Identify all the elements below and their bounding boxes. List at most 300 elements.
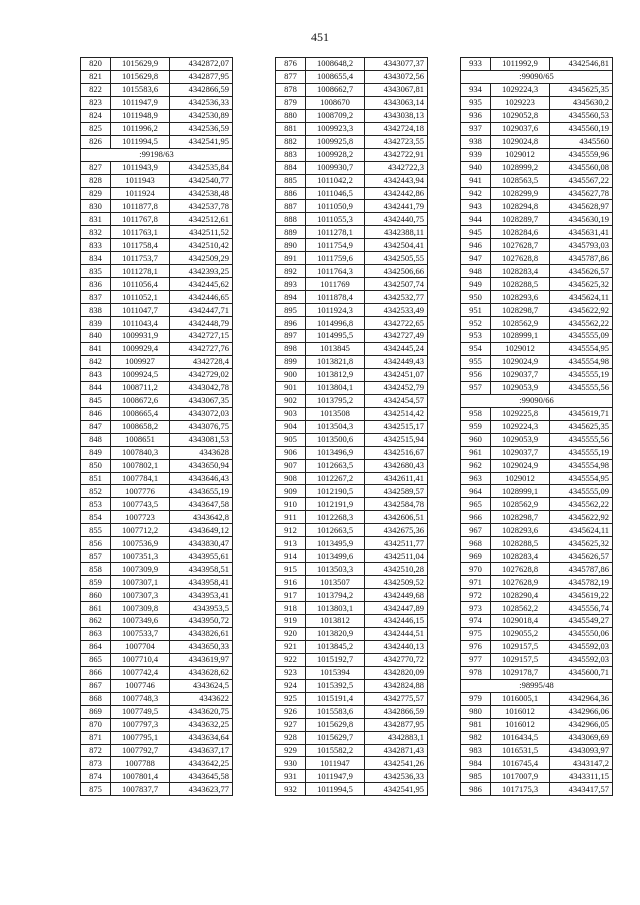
x-coordinate-cell: 1013504,3 [306, 420, 365, 433]
x-coordinate-cell: 1015191,4 [306, 692, 365, 705]
table-row [461, 537, 613, 550]
x-coordinate-cell: 1015629,8 [111, 70, 170, 83]
y-coordinate-cell: 4342964,36 [550, 692, 613, 705]
x-coordinate-cell: 1011046,5 [306, 187, 365, 200]
table-row [276, 304, 428, 317]
point-number-cell: 821 [81, 70, 111, 83]
point-number-cell: 941 [461, 174, 491, 187]
x-coordinate-cell: 1008711,2 [111, 381, 170, 394]
x-coordinate-cell: 1011047,7 [111, 304, 170, 317]
y-coordinate-cell: 4343955,61 [170, 550, 233, 563]
table-row [276, 731, 428, 744]
y-coordinate-cell: 4345556,74 [550, 602, 613, 615]
point-number-cell: 927 [276, 718, 306, 731]
y-coordinate-cell: 4342728,4 [170, 355, 233, 368]
x-coordinate-cell: 1013845 [306, 342, 365, 355]
point-number-cell: 922 [276, 653, 306, 666]
y-coordinate-cell: 4342444,51 [365, 627, 428, 640]
point-number-cell: 978 [461, 666, 491, 679]
x-coordinate-cell: 1028293,6 [491, 524, 550, 537]
x-coordinate-cell: 1013812,9 [306, 368, 365, 381]
y-coordinate-cell: 4342509,52 [365, 576, 428, 589]
table-row [461, 122, 613, 135]
y-coordinate-cell: 4345600,71 [550, 666, 613, 679]
y-coordinate-cell: 4345624,11 [550, 291, 613, 304]
point-number-cell: 981 [461, 718, 491, 731]
table-row [81, 472, 233, 485]
table-row [461, 563, 613, 576]
x-coordinate-cell: 1011943,9 [111, 161, 170, 174]
y-coordinate-cell: 4343417,57 [550, 783, 613, 796]
x-coordinate-cell: 1029053,9 [491, 433, 550, 446]
x-coordinate-cell: 1007797,3 [111, 718, 170, 731]
y-coordinate-cell: 4343067,81 [365, 83, 428, 96]
table-row [461, 96, 613, 109]
point-number-cell: 968 [461, 537, 491, 550]
point-number-cell: 898 [276, 342, 306, 355]
x-coordinate-cell: 1011994,5 [306, 783, 365, 796]
y-coordinate-cell: 4343958,51 [170, 563, 233, 576]
x-coordinate-cell: 1029225,8 [491, 407, 550, 420]
table-row [461, 200, 613, 213]
x-coordinate-cell: 1029024,9 [491, 459, 550, 472]
point-number-cell: 970 [461, 563, 491, 576]
table-row [81, 200, 233, 213]
table-row [461, 317, 613, 330]
point-number-cell: 823 [81, 96, 111, 109]
table-row [81, 524, 233, 537]
y-coordinate-cell: 4342606,51 [365, 511, 428, 524]
y-coordinate-cell: 4342877,95 [365, 718, 428, 731]
x-coordinate-cell: 1007792,7 [111, 744, 170, 757]
table-row [461, 472, 613, 485]
point-number-cell: 843 [81, 368, 111, 381]
y-coordinate-cell: 4342451,07 [365, 368, 428, 381]
x-coordinate-cell: 1011992,9 [491, 58, 550, 71]
y-coordinate-cell: 4342511,52 [170, 226, 233, 239]
x-coordinate-cell: 1029052,8 [491, 109, 550, 122]
y-coordinate-cell: 4342611,41 [365, 472, 428, 485]
y-coordinate-cell: 4345562,22 [550, 498, 613, 511]
x-coordinate-cell: 1008662,7 [306, 83, 365, 96]
table-row [276, 576, 428, 589]
table-row [461, 239, 613, 252]
y-coordinate-cell: 4343958,41 [170, 576, 233, 589]
x-coordinate-cell: 1028288,5 [491, 537, 550, 550]
x-coordinate-cell: 1011278,1 [111, 265, 170, 278]
y-coordinate-cell: 4342866,59 [170, 83, 233, 96]
point-number-cell: 825 [81, 122, 111, 135]
table-row [276, 602, 428, 615]
y-coordinate-cell: 4343063,14 [365, 96, 428, 109]
x-coordinate-cell: 1012191,9 [306, 498, 365, 511]
x-coordinate-cell: 1011764,3 [306, 265, 365, 278]
table-row [276, 148, 428, 161]
y-coordinate-cell: 4342446,65 [170, 291, 233, 304]
y-coordinate-cell: 4342511,77 [365, 537, 428, 550]
table-row [461, 265, 613, 278]
table-row [81, 252, 233, 265]
point-number-cell: 928 [276, 731, 306, 744]
table-row [461, 342, 613, 355]
y-coordinate-cell: 4342536,59 [170, 122, 233, 135]
table-row [81, 679, 233, 692]
table-row [461, 718, 613, 731]
x-coordinate-cell: 1014996,8 [306, 317, 365, 330]
table-row [276, 770, 428, 783]
table-row [276, 563, 428, 576]
x-coordinate-cell: 1029012 [491, 342, 550, 355]
x-coordinate-cell: 1016434,5 [491, 731, 550, 744]
point-number-cell: 895 [276, 304, 306, 317]
x-coordinate-cell: 1028298,7 [491, 511, 550, 524]
point-number-cell: 943 [461, 200, 491, 213]
y-coordinate-cell: 4343628 [170, 446, 233, 459]
x-coordinate-cell: 1013508 [306, 407, 365, 420]
x-coordinate-cell: 1014995,5 [306, 330, 365, 343]
x-coordinate-cell: 1012268,3 [306, 511, 365, 524]
y-coordinate-cell: 4342541,26 [365, 757, 428, 770]
point-number-cell: 933 [461, 58, 491, 71]
point-number-cell: 905 [276, 433, 306, 446]
table-row [81, 446, 233, 459]
table-row [276, 187, 428, 200]
y-coordinate-cell: 4345562,22 [550, 317, 613, 330]
x-coordinate-cell: 1015394 [306, 666, 365, 679]
point-number-cell: 921 [276, 640, 306, 653]
point-number-cell: 975 [461, 627, 491, 640]
y-coordinate-cell: 4345625,32 [550, 537, 613, 550]
table-row [81, 135, 233, 148]
point-number-cell: 901 [276, 381, 306, 394]
table-row [81, 278, 233, 291]
x-coordinate-cell: 1011042,2 [306, 174, 365, 187]
x-coordinate-cell: 1027628,8 [491, 252, 550, 265]
y-coordinate-cell: 4345550,06 [550, 627, 613, 640]
y-coordinate-cell: 4345627,78 [550, 187, 613, 200]
x-coordinate-cell: 1016005,1 [491, 692, 550, 705]
table-row [276, 537, 428, 550]
point-number-cell: 937 [461, 122, 491, 135]
point-number-cell: 960 [461, 433, 491, 446]
point-number-cell: 948 [461, 265, 491, 278]
y-coordinate-cell: 4342966,05 [550, 718, 613, 731]
point-number-cell: 862 [81, 614, 111, 627]
x-coordinate-cell: 1015583,6 [306, 705, 365, 718]
table-row [461, 576, 613, 589]
x-coordinate-cell: 1009931,9 [111, 330, 170, 343]
y-coordinate-cell: 4342727,76 [170, 342, 233, 355]
x-coordinate-cell: 1013794,2 [306, 589, 365, 602]
x-coordinate-cell: 1011759,6 [306, 252, 365, 265]
point-number-cell: 912 [276, 524, 306, 537]
point-number-cell: 915 [276, 563, 306, 576]
point-number-cell: 870 [81, 718, 111, 731]
table-row [81, 304, 233, 317]
table-row [81, 381, 233, 394]
x-coordinate-cell: 1009924,5 [111, 368, 170, 381]
point-number-cell: 834 [81, 252, 111, 265]
table-row [276, 485, 428, 498]
section-label: :98995/48 [461, 679, 613, 692]
point-number-cell: 904 [276, 420, 306, 433]
x-coordinate-cell: 1029024,9 [491, 355, 550, 368]
table-row [276, 355, 428, 368]
y-coordinate-cell: 4342536,33 [365, 770, 428, 783]
y-coordinate-cell: 4343632,25 [170, 718, 233, 731]
point-number-cell: 838 [81, 304, 111, 317]
x-coordinate-cell: 1007309,9 [111, 563, 170, 576]
y-coordinate-cell: 4342877,95 [170, 70, 233, 83]
y-coordinate-cell: 4345554,98 [550, 459, 613, 472]
table-row [461, 135, 613, 148]
y-coordinate-cell: 4342541,95 [365, 783, 428, 796]
table-row [81, 537, 233, 550]
table-row [81, 83, 233, 96]
y-coordinate-cell: 4342883,1 [365, 731, 428, 744]
table-row [461, 692, 613, 705]
point-number-cell: 883 [276, 148, 306, 161]
x-coordinate-cell: 1007784,1 [111, 472, 170, 485]
table-row [276, 718, 428, 731]
table-row [81, 109, 233, 122]
table-row [81, 666, 233, 679]
x-coordinate-cell: 1029024,8 [491, 135, 550, 148]
table-row [461, 783, 613, 796]
table-row [276, 446, 428, 459]
x-coordinate-cell: 1011947 [306, 757, 365, 770]
y-coordinate-cell: 4342530,89 [170, 109, 233, 122]
table-row [81, 550, 233, 563]
x-coordinate-cell: 1015392,5 [306, 679, 365, 692]
point-number-cell: 930 [276, 757, 306, 770]
y-coordinate-cell: 4342514,42 [365, 407, 428, 420]
y-coordinate-cell: 4342541,95 [170, 135, 233, 148]
point-number-cell: 847 [81, 420, 111, 433]
point-number-cell: 949 [461, 278, 491, 291]
y-coordinate-cell: 4345626,57 [550, 550, 613, 563]
point-number-cell: 871 [81, 731, 111, 744]
table-row [276, 252, 428, 265]
point-number-cell: 897 [276, 330, 306, 343]
point-number-cell: 913 [276, 537, 306, 550]
table-row [276, 70, 428, 83]
y-coordinate-cell: 4342820,09 [365, 666, 428, 679]
point-number-cell: 982 [461, 731, 491, 744]
x-coordinate-cell: 1016012 [491, 705, 550, 718]
point-number-cell: 854 [81, 511, 111, 524]
y-coordinate-cell: 4343069,69 [550, 731, 613, 744]
y-coordinate-cell: 4343077,37 [365, 58, 428, 71]
x-coordinate-cell: 1007742,4 [111, 666, 170, 679]
x-coordinate-cell: 1016531,5 [491, 744, 550, 757]
y-coordinate-cell: 4345622,92 [550, 304, 613, 317]
point-number-cell: 931 [276, 770, 306, 783]
x-coordinate-cell: 1008709,2 [306, 109, 365, 122]
y-coordinate-cell: 4342680,43 [365, 459, 428, 472]
x-coordinate-cell: 1013499,6 [306, 550, 365, 563]
x-coordinate-cell: 1007749,5 [111, 705, 170, 718]
x-coordinate-cell: 1007746 [111, 679, 170, 692]
y-coordinate-cell: 4342584,78 [365, 498, 428, 511]
point-number-cell: 885 [276, 174, 306, 187]
table-row [276, 342, 428, 355]
y-coordinate-cell: 4342504,41 [365, 239, 428, 252]
table-row [461, 161, 613, 174]
table-row [276, 433, 428, 446]
x-coordinate-cell: 1008665,4 [111, 407, 170, 420]
y-coordinate-cell: 4342675,36 [365, 524, 428, 537]
x-coordinate-cell: 1015629,8 [306, 718, 365, 731]
x-coordinate-cell: 1029157,5 [491, 653, 550, 666]
y-coordinate-cell: 4342445,24 [365, 342, 428, 355]
table-row [81, 757, 233, 770]
y-coordinate-cell: 4342449,43 [365, 355, 428, 368]
y-coordinate-cell: 4345555,09 [550, 485, 613, 498]
point-number-cell: 861 [81, 602, 111, 615]
table-row [276, 524, 428, 537]
x-coordinate-cell: 1029223 [491, 96, 550, 109]
x-coordinate-cell: 1013496,9 [306, 446, 365, 459]
y-coordinate-cell: 4342507,74 [365, 278, 428, 291]
table-row [81, 653, 233, 666]
point-number-cell: 961 [461, 446, 491, 459]
point-number-cell: 985 [461, 770, 491, 783]
y-coordinate-cell: 4345549,27 [550, 614, 613, 627]
x-coordinate-cell: 1007307,3 [111, 589, 170, 602]
section-header-row [461, 70, 613, 83]
x-coordinate-cell: 1028293,6 [491, 291, 550, 304]
y-coordinate-cell: 4342441,79 [365, 200, 428, 213]
y-coordinate-cell: 4342505,55 [365, 252, 428, 265]
table-row [461, 731, 613, 744]
x-coordinate-cell: 1012190,5 [306, 485, 365, 498]
y-coordinate-cell: 4342509,29 [170, 252, 233, 265]
table-row [81, 368, 233, 381]
point-number-cell: 845 [81, 394, 111, 407]
point-number-cell: 964 [461, 485, 491, 498]
table-row [276, 511, 428, 524]
section-label: :99090/65 [461, 70, 613, 83]
x-coordinate-cell: 1028299,9 [491, 187, 550, 200]
table-row [276, 83, 428, 96]
point-number-cell: 824 [81, 109, 111, 122]
x-coordinate-cell: 1011056,4 [111, 278, 170, 291]
point-number-cell: 938 [461, 135, 491, 148]
table-row [81, 70, 233, 83]
y-coordinate-cell: 4342589,57 [365, 485, 428, 498]
x-coordinate-cell: 1029055,2 [491, 627, 550, 640]
coordinates-column-3 [460, 57, 613, 796]
y-coordinate-cell: 4343072,03 [170, 407, 233, 420]
point-number-cell: 963 [461, 472, 491, 485]
x-coordinate-cell: 1011943 [111, 174, 170, 187]
table-row [81, 744, 233, 757]
x-coordinate-cell: 1007710,4 [111, 653, 170, 666]
x-coordinate-cell: 1028562,2 [491, 602, 550, 615]
y-coordinate-cell: 4343830,47 [170, 537, 233, 550]
point-number-cell: 942 [461, 187, 491, 200]
x-coordinate-cell: 1007349,6 [111, 614, 170, 627]
y-coordinate-cell: 4343642,25 [170, 757, 233, 770]
y-coordinate-cell: 4342723,55 [365, 135, 428, 148]
table-row [461, 744, 613, 757]
y-coordinate-cell: 4343826,61 [170, 627, 233, 640]
point-number-cell: 926 [276, 705, 306, 718]
y-coordinate-cell: 4342511,04 [365, 550, 428, 563]
point-number-cell: 936 [461, 109, 491, 122]
table-row [81, 291, 233, 304]
y-coordinate-cell: 4342440,75 [365, 213, 428, 226]
table-row [276, 226, 428, 239]
table-row [81, 174, 233, 187]
y-coordinate-cell: 4342535,84 [170, 161, 233, 174]
x-coordinate-cell: 1013812 [306, 614, 365, 627]
x-coordinate-cell: 1027628,7 [491, 239, 550, 252]
table-row [276, 472, 428, 485]
y-coordinate-cell: 4345554,95 [550, 472, 613, 485]
table-row [461, 291, 613, 304]
x-coordinate-cell: 1028288,5 [491, 278, 550, 291]
y-coordinate-cell: 4345630,2 [550, 96, 613, 109]
x-coordinate-cell: 1011767,8 [111, 213, 170, 226]
table-row [276, 666, 428, 679]
table-row [461, 355, 613, 368]
point-number-cell: 920 [276, 627, 306, 640]
point-number-cell: 826 [81, 135, 111, 148]
y-coordinate-cell: 4342516,67 [365, 446, 428, 459]
point-number-cell: 857 [81, 550, 111, 563]
point-number-cell: 863 [81, 627, 111, 640]
y-coordinate-cell: 4342536,33 [170, 96, 233, 109]
point-number-cell: 889 [276, 226, 306, 239]
y-coordinate-cell: 4342506,66 [365, 265, 428, 278]
x-coordinate-cell: 1011055,3 [306, 213, 365, 226]
table-row [461, 226, 613, 239]
point-number-cell: 944 [461, 213, 491, 226]
point-number-cell: 946 [461, 239, 491, 252]
y-coordinate-cell: 4345619,22 [550, 589, 613, 602]
table-row [276, 96, 428, 109]
y-coordinate-cell: 4342540,77 [170, 174, 233, 187]
x-coordinate-cell: 1011877,8 [111, 200, 170, 213]
table-row [276, 589, 428, 602]
table-row [461, 485, 613, 498]
y-coordinate-cell: 4342512,61 [170, 213, 233, 226]
x-coordinate-cell: 1009929,4 [111, 342, 170, 355]
y-coordinate-cell: 4343038,13 [365, 109, 428, 122]
point-number-cell: 917 [276, 589, 306, 602]
table-row [81, 239, 233, 252]
point-number-cell: 846 [81, 407, 111, 420]
x-coordinate-cell: 1013795,2 [306, 394, 365, 407]
table-row [461, 58, 613, 71]
table-row [461, 705, 613, 718]
point-number-cell: 919 [276, 614, 306, 627]
point-number-cell: 868 [81, 692, 111, 705]
x-coordinate-cell: 1029224,3 [491, 420, 550, 433]
y-coordinate-cell: 4343081,53 [170, 433, 233, 446]
x-coordinate-cell: 1011948,9 [111, 109, 170, 122]
table-row [461, 459, 613, 472]
point-number-cell: 959 [461, 420, 491, 433]
x-coordinate-cell: 1028284,6 [491, 226, 550, 239]
point-number-cell: 983 [461, 744, 491, 757]
point-number-cell: 888 [276, 213, 306, 226]
y-coordinate-cell: 4342447,89 [365, 602, 428, 615]
y-coordinate-cell: 4342532,77 [365, 291, 428, 304]
point-number-cell: 852 [81, 485, 111, 498]
